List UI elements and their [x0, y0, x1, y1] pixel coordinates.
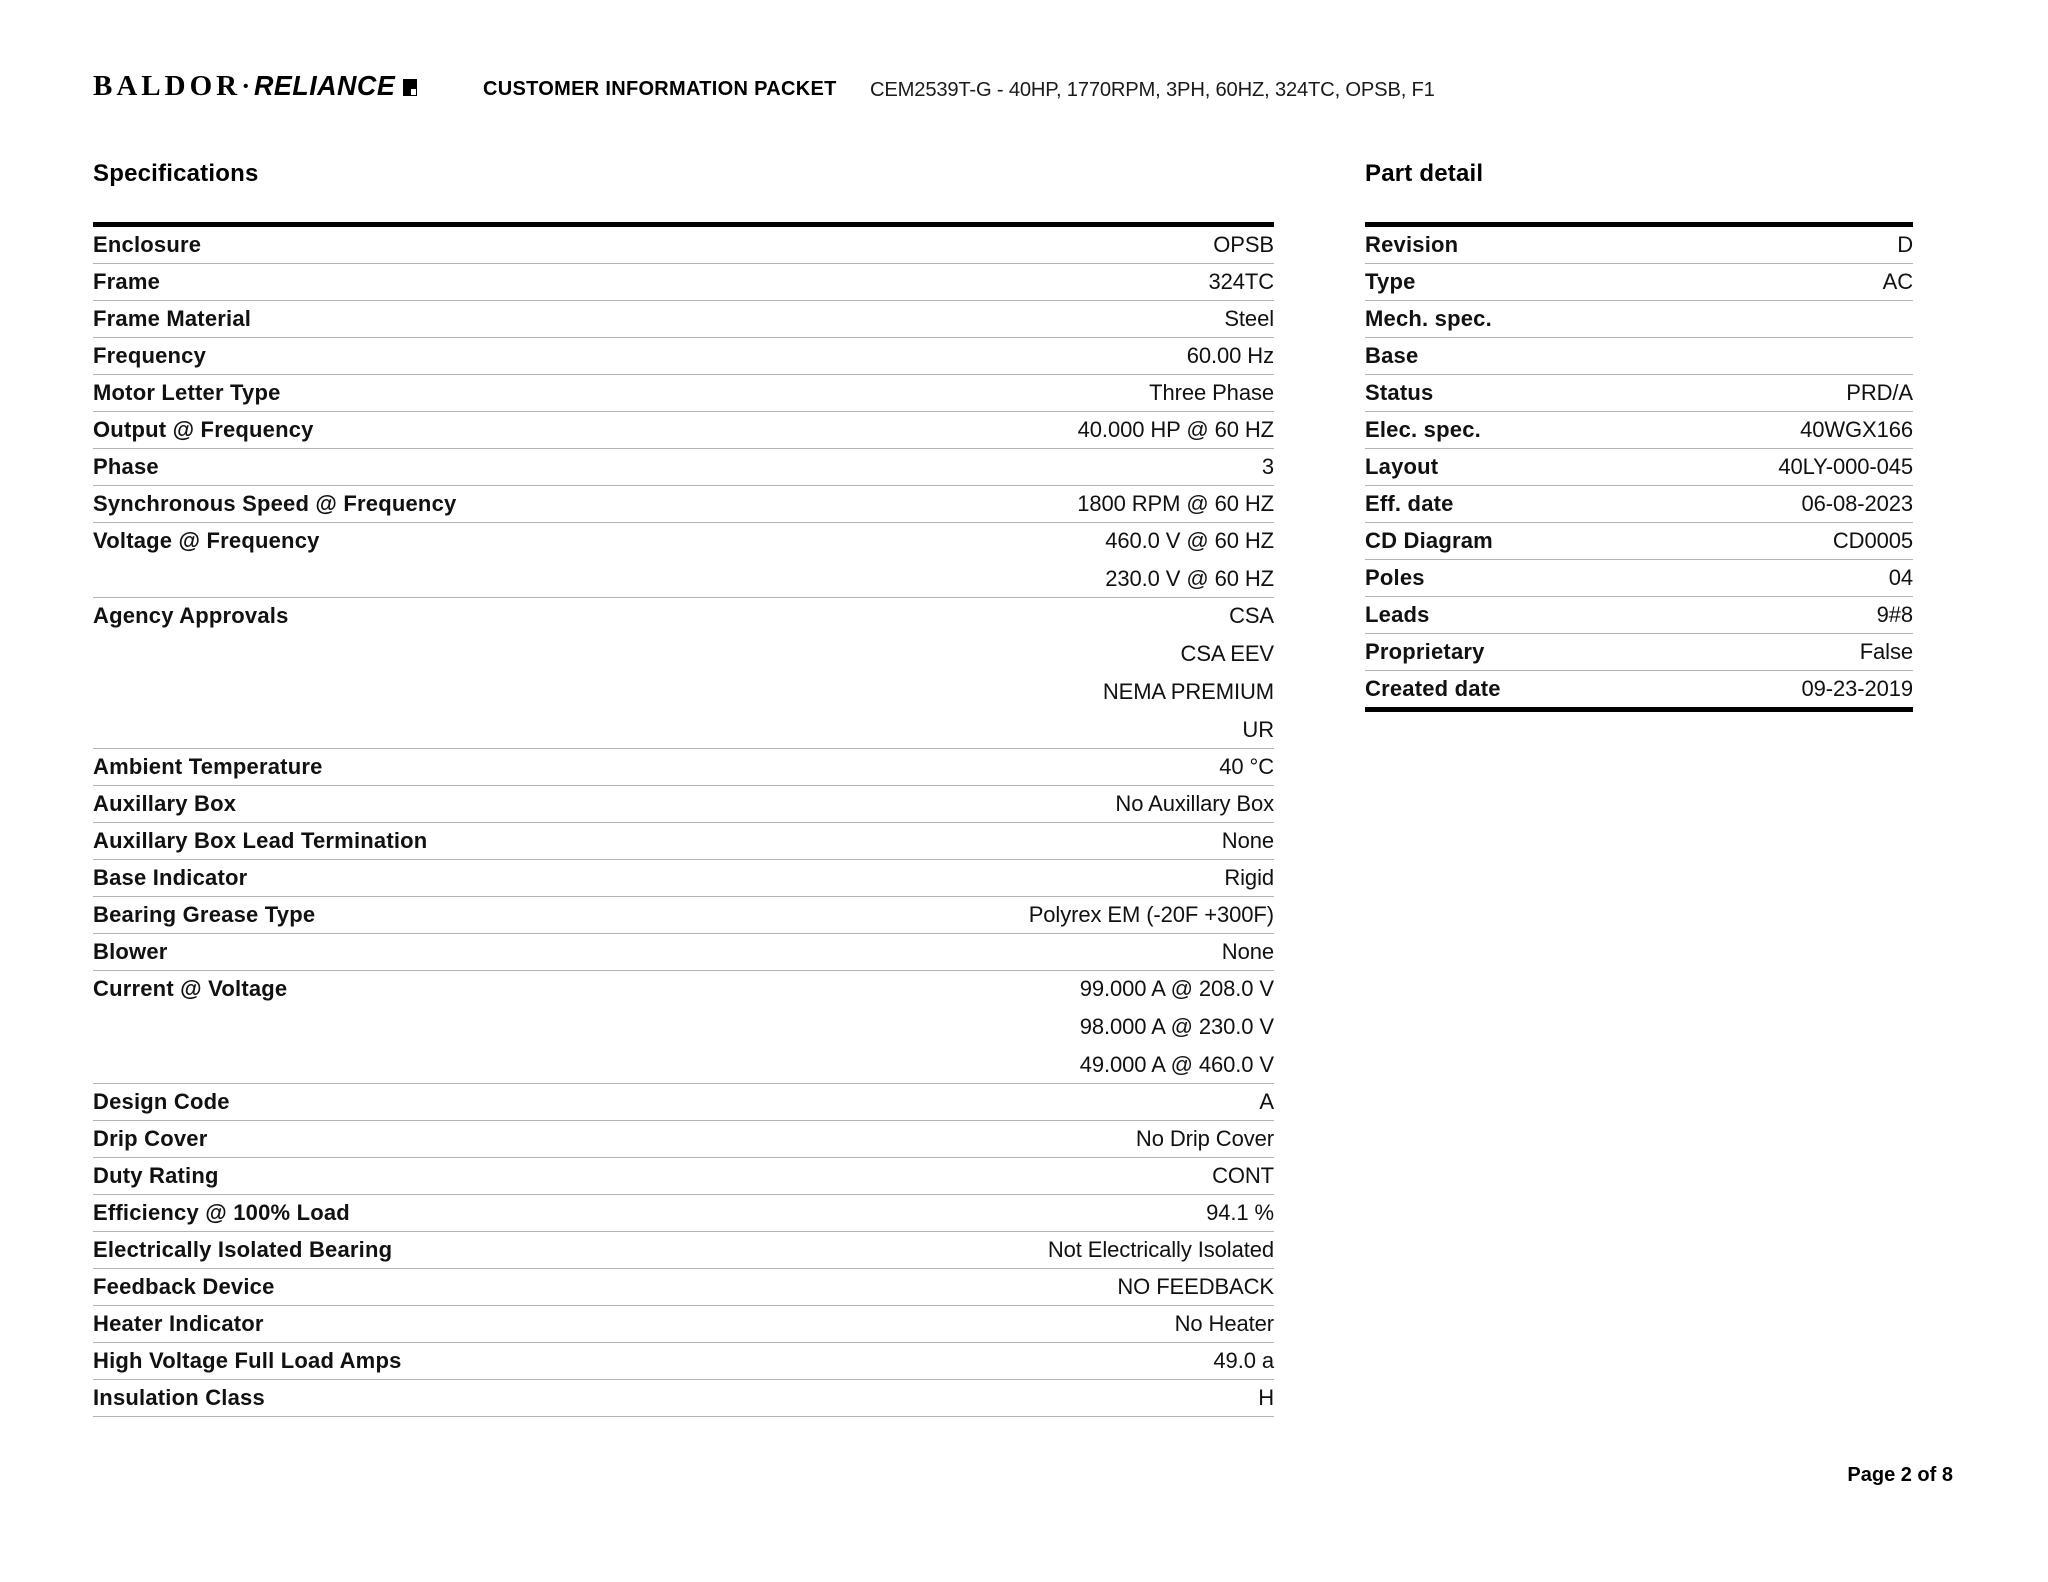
row-label: Ambient Temperature — [93, 754, 323, 779]
row-value — [313, 604, 1274, 741]
row-value — [1482, 233, 1913, 256]
table-row — [1365, 671, 1913, 707]
row-value — [289, 1386, 1274, 1409]
row-label: Output @ Frequency — [93, 417, 314, 442]
table-row — [1365, 560, 1913, 597]
table-row — [93, 823, 1274, 860]
value-line: 99.000 A @ 208.0 V — [1079, 976, 1274, 1001]
row-label: Base — [1365, 343, 1419, 368]
row-label: Blower — [93, 939, 168, 964]
row-value — [275, 307, 1274, 330]
value-line: CONT — [1212, 1163, 1274, 1188]
row-label: Created date — [1365, 676, 1501, 701]
row-label: Frame — [93, 269, 161, 294]
row-label: Status — [1365, 380, 1434, 405]
row-value — [1454, 603, 1913, 626]
logo-reliance-text: RELIANCE — [254, 70, 396, 101]
value-line: 94.1 % — [1206, 1200, 1274, 1225]
table-row — [1365, 523, 1913, 560]
value-line: None — [1221, 828, 1274, 853]
row-value — [288, 1312, 1274, 1335]
row-label: CD Diagram — [1365, 528, 1493, 553]
row-label: Design Code — [93, 1089, 230, 1114]
row-value — [225, 233, 1274, 256]
row-label: Type — [1365, 269, 1416, 294]
table-row — [93, 227, 1274, 264]
row-label: Electrically Isolated Bearing — [93, 1237, 393, 1262]
row-value — [1517, 529, 1913, 552]
part-detail-table — [1365, 160, 1913, 712]
row-value — [1516, 307, 1913, 330]
row-value — [230, 344, 1274, 367]
row-value — [231, 1127, 1274, 1150]
value-line: None — [1221, 939, 1274, 964]
row-value — [183, 455, 1274, 478]
table-row — [93, 897, 1274, 934]
row-value — [1457, 381, 1913, 404]
row-value — [451, 829, 1274, 852]
table-row — [93, 1343, 1274, 1380]
baldor-reliance-logo — [93, 70, 417, 103]
product-description: CEM2539T-G - 40HP, 1770RPM, 3PH, 60HZ, 324TC, OPSB, F1 — [870, 78, 1435, 101]
table-row — [93, 338, 1274, 375]
table-row — [1365, 301, 1913, 338]
specifications-rows — [93, 222, 1274, 1417]
table-row — [93, 264, 1274, 301]
value-line: 40WGX166 — [1800, 417, 1913, 442]
row-value — [311, 977, 1274, 1076]
value-line: 98.000 A @ 230.0 V — [1079, 1014, 1274, 1039]
table-row — [93, 449, 1274, 486]
value-line: AC — [1882, 269, 1913, 294]
table-row — [93, 971, 1274, 1084]
value-line: D — [1897, 232, 1913, 257]
table-row — [93, 749, 1274, 786]
table-row — [93, 1306, 1274, 1343]
row-value — [254, 1090, 1274, 1113]
row-label: Revision — [1365, 232, 1459, 257]
row-label: Auxillary Box — [93, 791, 237, 816]
table-row — [93, 412, 1274, 449]
row-label: Efficiency @ 100% Load — [93, 1200, 350, 1225]
specifications-title: Specifications — [93, 160, 259, 187]
value-line: 40 °C — [1219, 754, 1274, 779]
row-value — [1509, 640, 1913, 663]
table-row — [93, 375, 1274, 412]
value-line: 60.00 Hz — [1186, 343, 1274, 368]
value-line: Not Electrically Isolated — [1047, 1237, 1274, 1262]
table-row — [1365, 375, 1913, 412]
logo-baldor-text: BALDOR — [93, 70, 242, 102]
row-value — [1478, 492, 1913, 515]
row-value — [339, 903, 1274, 926]
page-header — [0, 70, 2048, 116]
value-line: NO FEEDBACK — [1117, 1274, 1274, 1299]
row-value — [271, 866, 1274, 889]
specifications-table — [93, 160, 1274, 1417]
table-row — [1365, 338, 1913, 375]
row-value — [374, 1201, 1274, 1224]
value-line: 49.000 A @ 460.0 V — [1079, 1052, 1274, 1077]
row-value — [243, 1164, 1274, 1187]
value-line: Three Phase — [1149, 380, 1274, 405]
row-label: Drip Cover — [93, 1126, 208, 1151]
value-line: 324TC — [1208, 269, 1274, 294]
row-label: Mech. spec. — [1365, 306, 1492, 331]
table-row — [93, 1195, 1274, 1232]
row-label: Elec. spec. — [1365, 417, 1481, 442]
value-line: CSA EEV — [1180, 641, 1274, 666]
table-row — [93, 1158, 1274, 1195]
table-row — [93, 301, 1274, 338]
row-label: Duty Rating — [93, 1163, 219, 1188]
value-line: 49.0 a — [1213, 1348, 1274, 1373]
row-label: Base Indicator — [93, 865, 248, 890]
value-line: 460.0 V @ 60 HZ — [1105, 528, 1274, 553]
row-value — [184, 270, 1274, 293]
row-value — [192, 940, 1274, 963]
row-label: Feedback Device — [93, 1274, 275, 1299]
value-line: UR — [1242, 717, 1274, 742]
row-value — [416, 1238, 1274, 1261]
row-value — [1462, 455, 1913, 478]
value-line: No Auxillary Box — [1115, 791, 1274, 816]
table-row — [1365, 486, 1913, 523]
row-label: Agency Approvals — [93, 603, 289, 628]
table-row — [93, 860, 1274, 897]
row-label: Insulation Class — [93, 1385, 265, 1410]
row-label: Proprietary — [1365, 639, 1485, 664]
value-line: Steel — [1224, 306, 1274, 331]
row-value — [344, 529, 1274, 590]
page-number: Page 2 of 8 — [1847, 1464, 1953, 1486]
value-line: No Drip Cover — [1135, 1126, 1274, 1151]
value-line: 40LY-000-045 — [1778, 454, 1913, 479]
registered-mark-icon — [403, 79, 417, 96]
row-label: Synchronous Speed @ Frequency — [93, 491, 457, 516]
table-row — [93, 1121, 1274, 1158]
part-detail-title: Part detail — [1365, 160, 1484, 187]
value-line: Polyrex EM (-20F +300F) — [1028, 902, 1274, 927]
row-value — [1449, 566, 1913, 589]
row-label: Eff. date — [1365, 491, 1454, 516]
value-line: No Heater — [1174, 1311, 1274, 1336]
row-value — [260, 792, 1274, 815]
table-row — [93, 934, 1274, 971]
value-line: 06-08-2023 — [1801, 491, 1913, 516]
row-value — [480, 492, 1274, 515]
value-line: OPSB — [1213, 232, 1274, 257]
row-value — [1505, 418, 1913, 441]
row-label: Heater Indicator — [93, 1311, 264, 1336]
table-row — [1365, 412, 1913, 449]
table-row — [1365, 227, 1913, 264]
row-label: Layout — [1365, 454, 1439, 479]
row-label: Phase — [93, 454, 159, 479]
table-row — [1365, 264, 1913, 301]
table-row — [93, 1269, 1274, 1306]
value-line: NEMA PREMIUM — [1102, 679, 1274, 704]
row-value — [347, 755, 1274, 778]
row-value — [1525, 677, 1913, 700]
value-line: 40.000 HP @ 60 HZ — [1077, 417, 1274, 442]
table-row — [1365, 597, 1913, 634]
value-line: 04 — [1888, 565, 1913, 590]
value-line: 230.0 V @ 60 HZ — [1105, 566, 1274, 591]
value-line: H — [1258, 1385, 1274, 1410]
table-row — [93, 598, 1274, 749]
row-label: Frame Material — [93, 306, 252, 331]
part-detail-rows — [1365, 222, 1913, 712]
value-line: 3 — [1261, 454, 1274, 479]
value-line: PRD/A — [1846, 380, 1913, 405]
row-label: Leads — [1365, 602, 1430, 627]
row-label: Current @ Voltage — [93, 976, 288, 1001]
row-label: Enclosure — [93, 232, 202, 257]
row-label: High Voltage Full Load Amps — [93, 1348, 402, 1373]
value-line: Rigid — [1224, 865, 1274, 890]
row-label: Auxillary Box Lead Termination — [93, 828, 428, 853]
row-value — [338, 418, 1274, 441]
row-label: Bearing Grease Type — [93, 902, 316, 927]
row-value — [426, 1349, 1274, 1372]
table-row — [1365, 634, 1913, 671]
table-row — [93, 523, 1274, 598]
table-row — [93, 1232, 1274, 1269]
value-line: False — [1859, 639, 1913, 664]
row-value — [299, 1275, 1274, 1298]
value-line: CD0005 — [1832, 528, 1913, 553]
document-title: CUSTOMER INFORMATION PACKET — [483, 78, 837, 100]
value-line: A — [1259, 1089, 1274, 1114]
row-label: Voltage @ Frequency — [93, 528, 320, 553]
table-row — [93, 1380, 1274, 1417]
row-label: Frequency — [93, 343, 207, 368]
value-line: CSA — [1229, 603, 1274, 628]
row-value — [1440, 270, 1913, 293]
table-row — [93, 486, 1274, 523]
row-value — [305, 381, 1274, 404]
value-line: 1800 RPM @ 60 HZ — [1077, 491, 1274, 516]
table-row — [93, 1084, 1274, 1121]
value-line: 09-23-2019 — [1801, 676, 1913, 701]
value-line: 9#8 — [1876, 602, 1913, 627]
logo-dot-icon: • — [243, 78, 249, 95]
row-label: Poles — [1365, 565, 1425, 590]
row-value — [1442, 344, 1913, 367]
table-row — [1365, 449, 1913, 486]
row-label: Motor Letter Type — [93, 380, 281, 405]
table-row — [93, 786, 1274, 823]
